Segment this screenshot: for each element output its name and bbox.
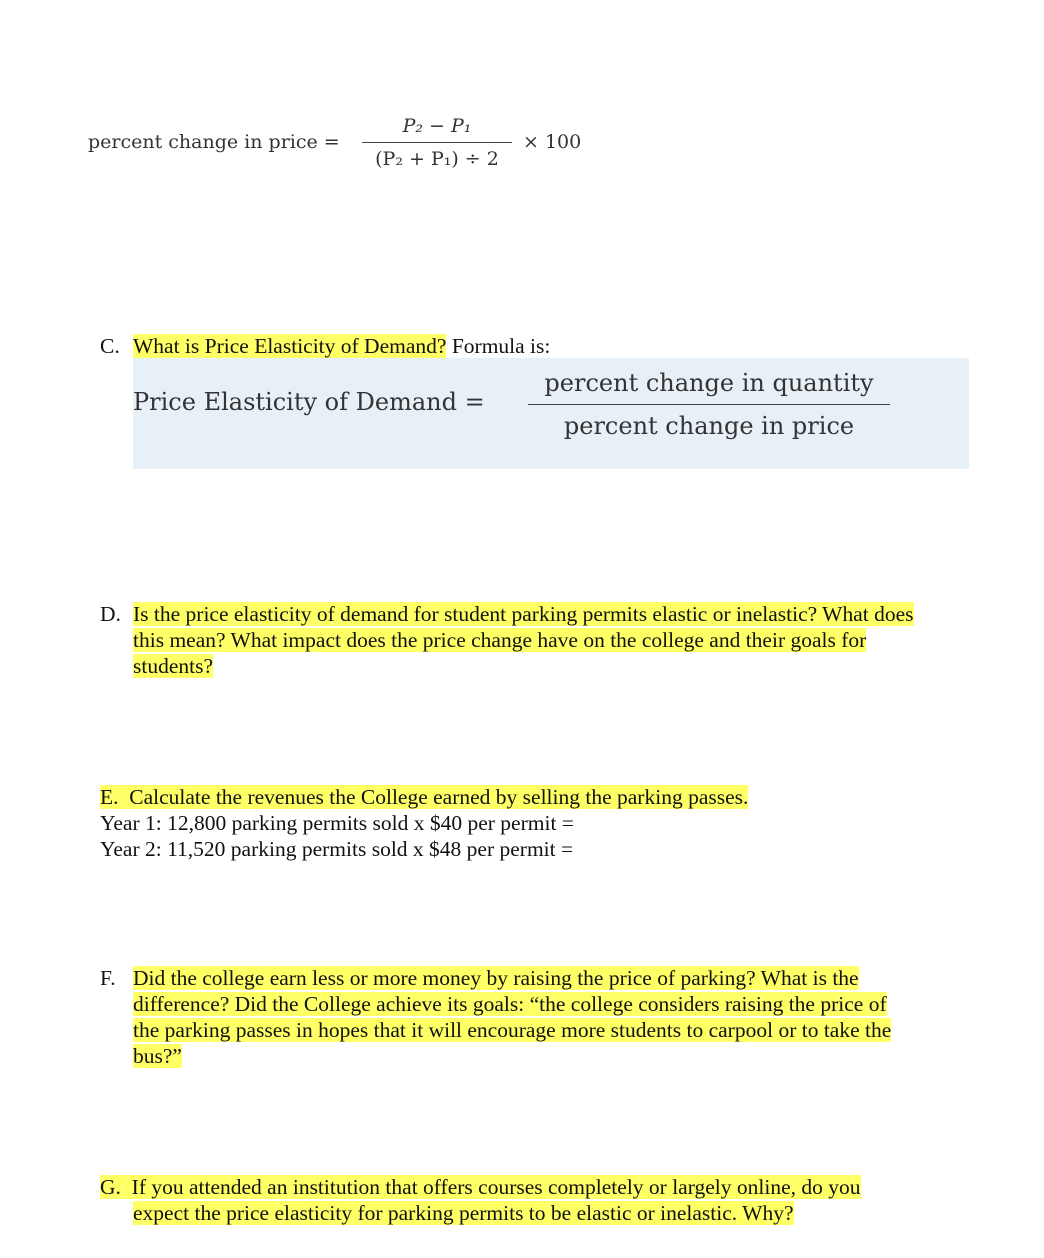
section-f-line: Did the college earn less or more money by raising the price of parking? What is the [133, 966, 859, 990]
ped-formula-label: Price Elasticity of Demand = [133, 388, 485, 416]
section-e-year2: Year 2: 11,520 parking permits sold x $48 per permit = [100, 837, 574, 861]
section-e-heading [100, 785, 748, 809]
section-d-line: this mean? What impact does the price change have on the college and their goals for [133, 628, 867, 652]
section-f-text [133, 965, 891, 1069]
ped-denominator: percent change in price [563, 412, 855, 440]
ped-fraction [528, 366, 890, 443]
section-f-line: bus?” [133, 1044, 182, 1068]
section-e-year1: Year 1: 12,800 parking permits sold x $40 per permit = [100, 811, 574, 835]
section-c-suffix: Formula is: [446, 334, 551, 358]
section-d-line: students? [133, 654, 214, 678]
fraction-bar [528, 404, 890, 405]
section-g-line [100, 1175, 861, 1199]
section-g-text [100, 1174, 861, 1226]
price-change-formula-label: percent change in price = [88, 131, 340, 153]
section-g-line-1: If you attended an institution that offers courses completely or largely online, do you [131, 1175, 861, 1199]
price-change-multiplier: × 100 [523, 131, 582, 153]
section-f-line: difference? Did the College achieve its goals: “the college considers raising the price of [133, 992, 887, 1016]
ped-numerator: percent change in quantity [544, 369, 874, 397]
section-c-letter: C. [100, 334, 120, 358]
section-g-line-2: expect the price elasticity for parking permits to be elastic or inelastic. Why? [133, 1201, 794, 1225]
section-c-text [133, 333, 550, 359]
section-g-letter: G. [100, 1175, 121, 1199]
section-d-line: Is the price elasticity of demand for student parking permits elastic or inelastic? What does [133, 602, 914, 626]
fraction-bar [362, 142, 512, 143]
section-d-text [133, 601, 914, 679]
section-f-line: the parking passes in hopes that it will encourage more students to carpool or to take the [133, 1018, 892, 1042]
price-change-numerator: P₂ − P₁ [402, 115, 472, 137]
section-f-letter: F. [100, 966, 116, 990]
section-e-question: Calculate the revenues the College earned by selling the parking passes. [129, 785, 749, 809]
section-d-letter: D. [100, 602, 121, 626]
price-change-fraction [358, 113, 516, 172]
price-change-denominator: (P₂ + P₁) ÷ 2 [375, 148, 499, 170]
section-e-text [100, 784, 748, 862]
section-c-question: What is Price Elasticity of Demand? [133, 334, 447, 358]
section-e-letter: E. [100, 785, 119, 809]
